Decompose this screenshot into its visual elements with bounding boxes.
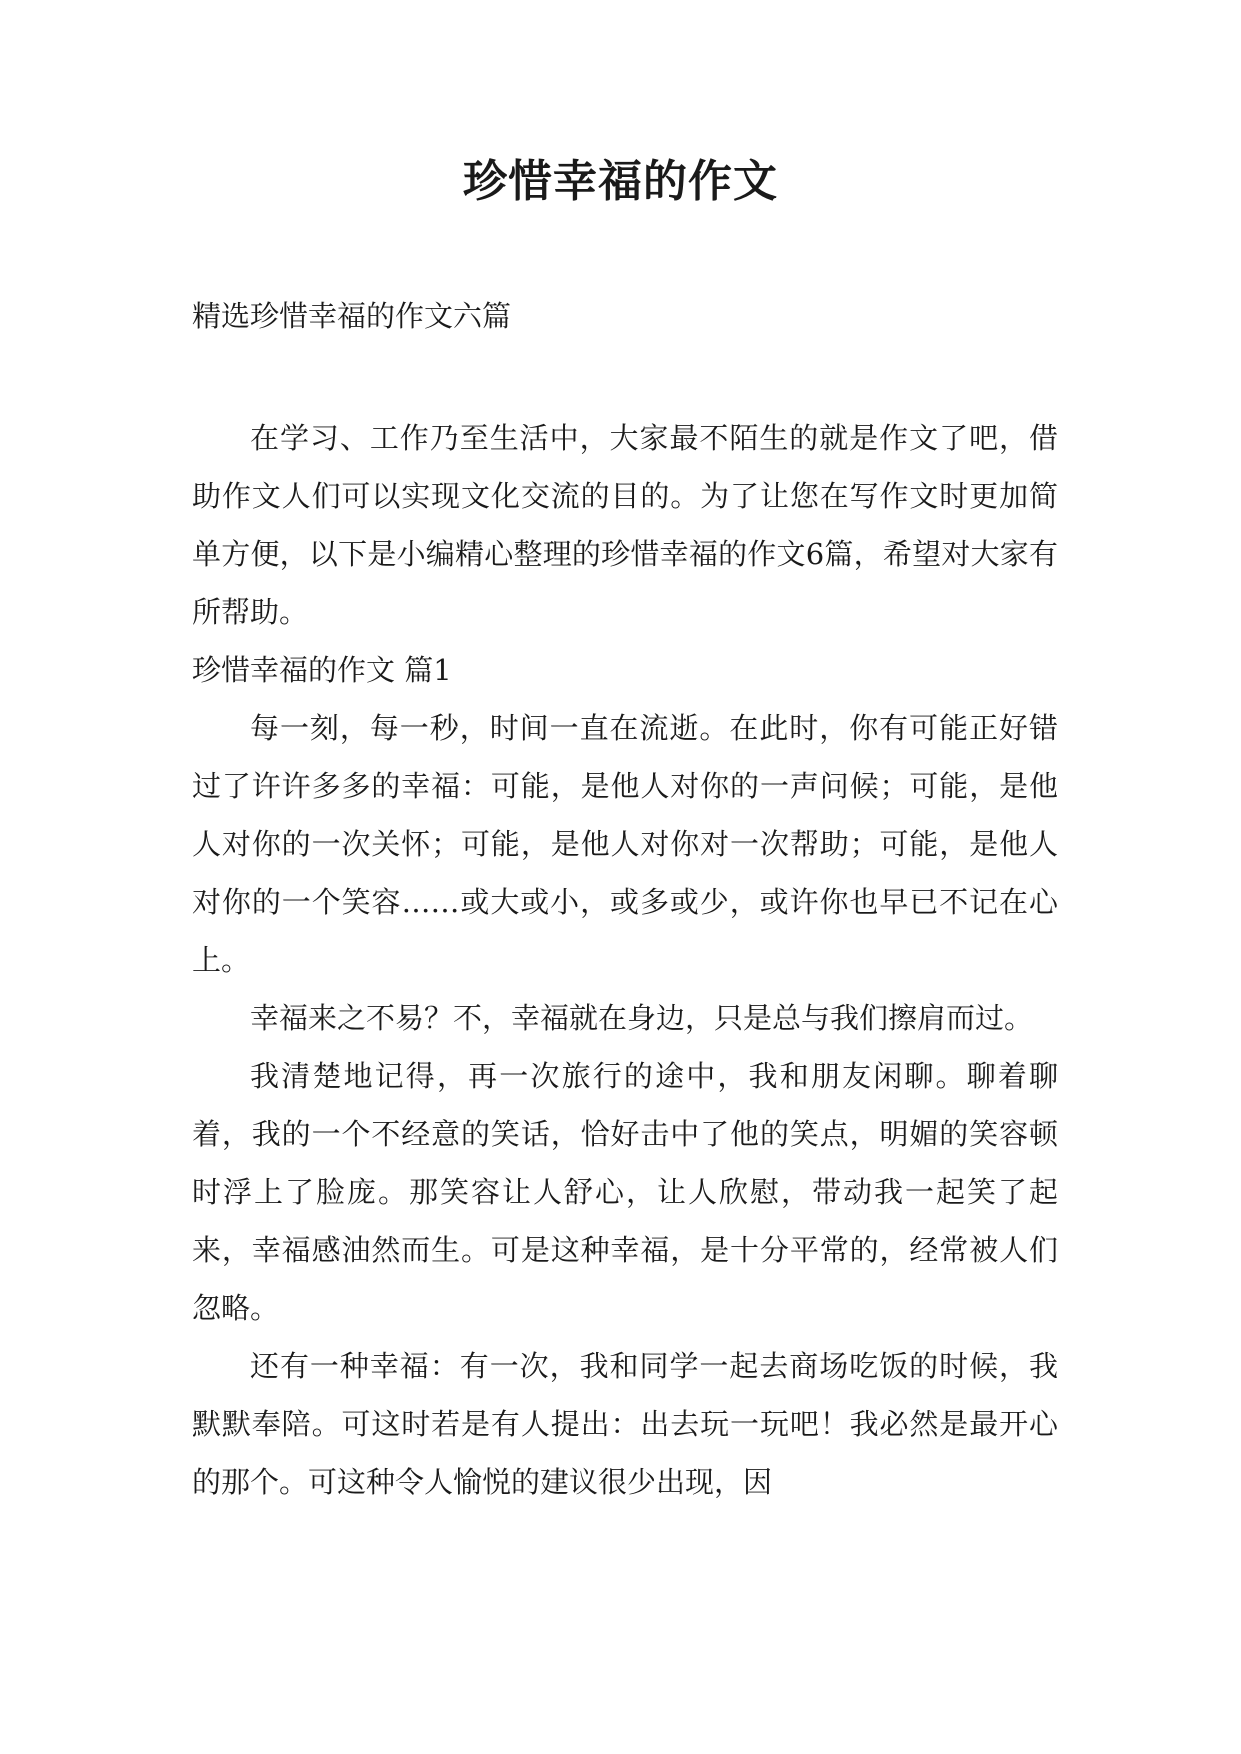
body-paragraph: 每一刻，每一秒，时间一直在流逝。在此时，你有可能正好错过了许许多多的幸福：可能，是他人对你的一声问候；可能，是他人对你的一次关怀；可能，是他人对你对一次帮助；可能，是他人对你的一个笑容……或大或小，或多或少，或许你也早已不记在心上。 [192, 711, 1058, 977]
body-paragraph: 幸福来之不易？不，幸福就在身边，只是总与我们擦肩而过。 [250, 1001, 1034, 1035]
document-subtitle: 精选珍惜幸福的作文六篇 [192, 299, 512, 333]
document-body [192, 409, 1058, 1511]
body-paragraph: 还有一种幸福：有一次，我和同学一起去商场吃饭的时候，我默默奉陪。可这时若是有人提出：出去玩一玩吧！我必然是最开心的那个。可这种令人愉悦的建议很少出现，因 [192, 1349, 1058, 1499]
section-heading: 珍惜幸福的作文 篇1 [192, 653, 452, 687]
intro-paragraph: 在学习、工作乃至生活中，大家最不陌生的就是作文了吧，借助作文人们可以实现文化交流的目的。为了让您在写作文时更加简单方便，以下是小编精心整理的珍惜幸福的作文6篇，希望对大家有所帮助。 [192, 421, 1058, 629]
body-paragraph: 我清楚地记得，再一次旅行的途中，我和朋友闲聊。聊着聊着，我的一个不经意的笑话，恰好击中了他的笑点，明媚的笑容顿时浮上了脸庞。那笑容让人舒心，让人欣慰，带动我一起笑了起来，幸福感油然而生。可是这种幸福，是十分平常的，经常被人们忽略。 [192, 1059, 1058, 1325]
document-title: 珍惜幸福的作文 [463, 156, 778, 207]
